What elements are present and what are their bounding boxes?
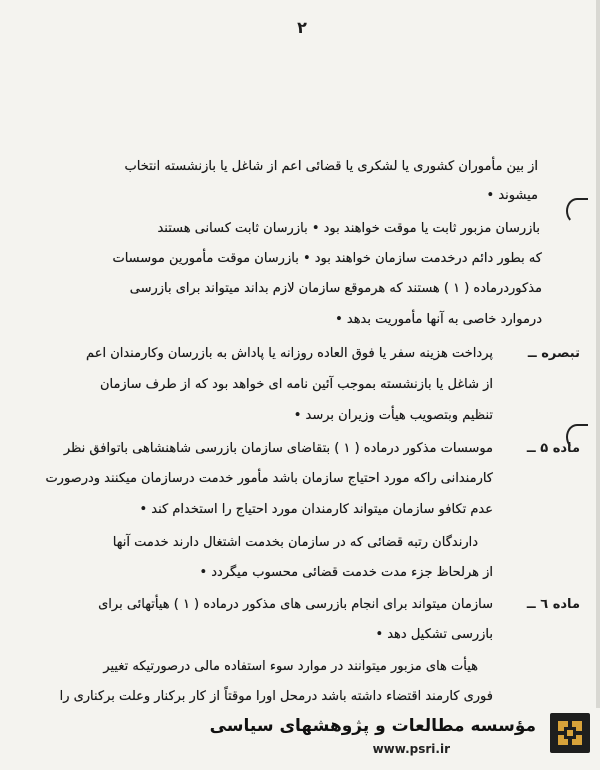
text-line: تنظیم وبتصویب هیأت وزیران برسد •	[293, 408, 493, 423]
text-line: بازرسان مزبور ثابت یا موقت خواهند بود • بازرسان ثابت کسانی هستند	[157, 221, 540, 236]
text-line: فوری کارمند اقتضاء داشته باشد درمحل اورا موقتاً از کار برکنار وعلت برکناری را	[59, 689, 493, 704]
text-line: مذکوردرماده ( ۱ ) هستند که هرموقع سازمان لازم بداند میتواند برای بازرسی	[129, 281, 542, 296]
text-line: میشوند •	[486, 188, 538, 203]
text-line: از بین مأموران کشوری یا لشکری یا قضائی اعم از شاغل یا بازنشسته انتخاب	[124, 159, 538, 174]
text-line: درموارد خاصی به آنها مأموریت بدهد •	[335, 312, 542, 327]
text-line: پرداخت هزینه سفر یا فوق العاده روزانه یا پاداش به بازرسان وکارمندان اعم	[86, 346, 493, 361]
institute-url: www.psri.ir	[372, 742, 450, 756]
article-6-label: ماده ٦ ــ	[526, 597, 580, 612]
text-line: هیأت های مزبور میتوانند در موارد سوء استفاده مالی درصورتیکه تغییر	[103, 659, 478, 674]
note-label: تبصره ــ	[527, 346, 580, 361]
text-line: عدم تکافو سازمان میتواند کارمندان مورد احتیاج را استخدام کند •	[139, 502, 493, 517]
text-line: کارمندانی راکه مورد احتیاج سازمان باشد مأمور خدمت درسازمان میکنند ودرصورت	[45, 471, 493, 486]
text-line: موسسات مذکور درماده ( ۱ ) بتقاضای سازمان بازرسی شاهنشاهی باتوافق نظر	[63, 441, 493, 456]
text-line: دارندگان رتبه قضائی که در سازمان بخدمت اشتغال دارند خدمت آنها	[112, 535, 478, 550]
text-line: سازمان میتواند برای انجام بازرسی های مذکور درماده ( ۱ ) هیأتهائی برای	[98, 597, 493, 612]
scan-edge	[596, 0, 600, 770]
text-line: از هرلحاظ جزء مدت خدمت قضائی محسوب میگردد •	[199, 565, 493, 580]
text-line: که بطور دائم درخدمت سازمان خواهند بود • بازرسان موقت مأمورین موسسات	[112, 251, 542, 266]
text-line: بازرسی تشکیل دهد •	[375, 627, 493, 642]
article-5-label: ماده ۵ ــ	[526, 441, 580, 456]
page-number: ۲	[297, 18, 307, 37]
institute-logo	[550, 713, 590, 753]
binder-hole	[566, 424, 588, 450]
institute-name: مؤسسه مطالعات و پژوهشهای سیاسی	[209, 716, 536, 736]
binder-hole	[566, 198, 588, 224]
text-line: از شاغل یا بازنشسته بموجب آئین نامه ای خواهد بود که از طرف سازمان	[99, 377, 493, 392]
